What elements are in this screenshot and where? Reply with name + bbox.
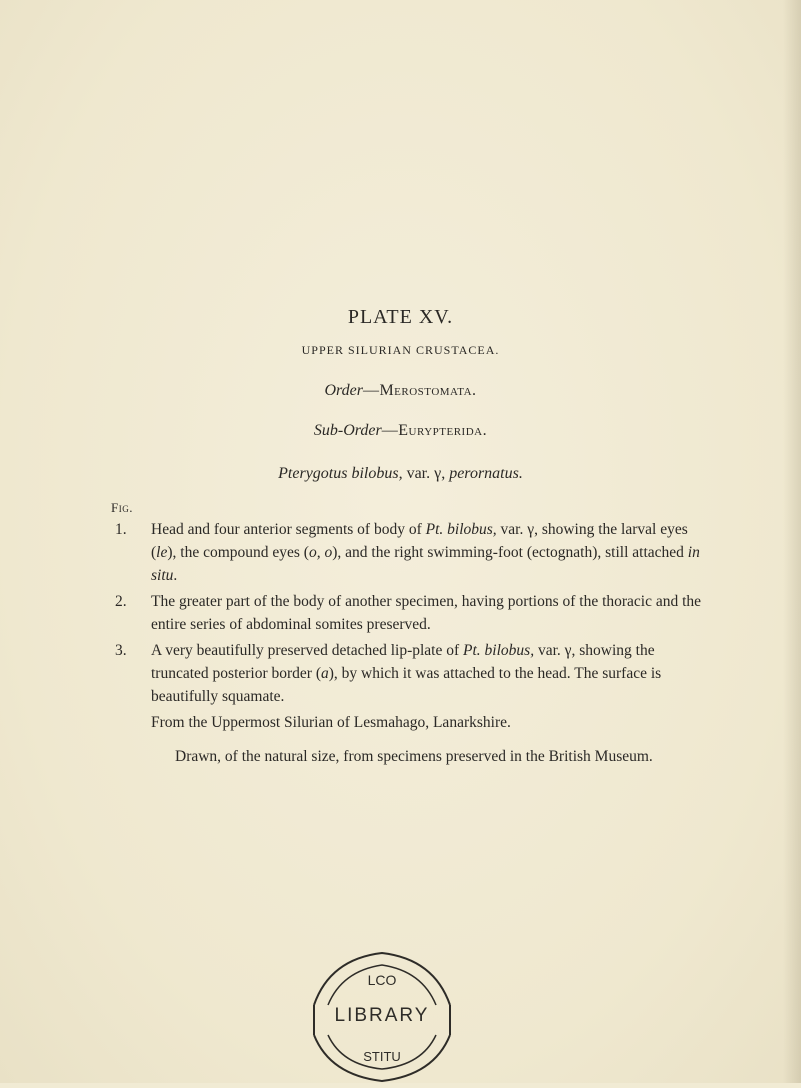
- order-line: [0, 382, 801, 400]
- figure-description: Head and four anterior segments of body of Pt. bilobus, var. γ, showing the larval eyes (le), the compound eyes (o, o), and the right swimming-foot (ectognath), still attached in situ.: [151, 521, 700, 584]
- plate-title: PLATE XV.: [347, 306, 454, 328]
- figure-number: 2.: [115, 593, 127, 610]
- suborder-value: —Eurypterida.: [381, 422, 488, 439]
- suborder-line: [0, 422, 801, 440]
- library-stamp: [306, 945, 458, 1083]
- species-var: var. γ,: [402, 465, 446, 482]
- species-line: [0, 465, 801, 483]
- drawn-note: Drawn, of the natural size, from specimens preserved in the British Museum.: [175, 748, 653, 765]
- species-name: Pterygotus bilobus,: [278, 465, 403, 482]
- figure-number: 1.: [115, 521, 127, 538]
- plate-subtitle: UPPER SILURIAN CRUSTACEA.: [301, 343, 500, 357]
- svg-text:LCO: LCO: [367, 972, 397, 988]
- species-epithet: perornatus.: [445, 465, 523, 482]
- fig-label: Fig.: [111, 500, 133, 515]
- figure-description: A very beautifully preserved detached lip-plate of Pt. bilobus, var. γ, showing the truncated posterior border (a), by which it was attached to the head. The surface is beautifully squamate.: [151, 642, 662, 705]
- order-label: Order: [324, 382, 363, 399]
- page-edge-shadow: [783, 0, 801, 1083]
- figure-item-2: [115, 590, 715, 636]
- figure-item-3: [115, 639, 715, 708]
- suborder-label: Sub-Order: [313, 422, 382, 439]
- figure-description: The greater part of the body of another specimen, having portions of the thoracic and the entire series of abdominal somites preserved.: [151, 593, 702, 633]
- figure-item-1: [115, 518, 715, 587]
- stamp-text: LIBRARY: [334, 1005, 430, 1026]
- svg-text:STITU: STITU: [363, 1049, 401, 1064]
- provenance-note: From the Uppermost Silurian of Lesmahago, Lanarkshire.: [151, 714, 511, 731]
- order-value: —Merostomata.: [362, 382, 477, 399]
- figure-number: 3.: [115, 642, 127, 659]
